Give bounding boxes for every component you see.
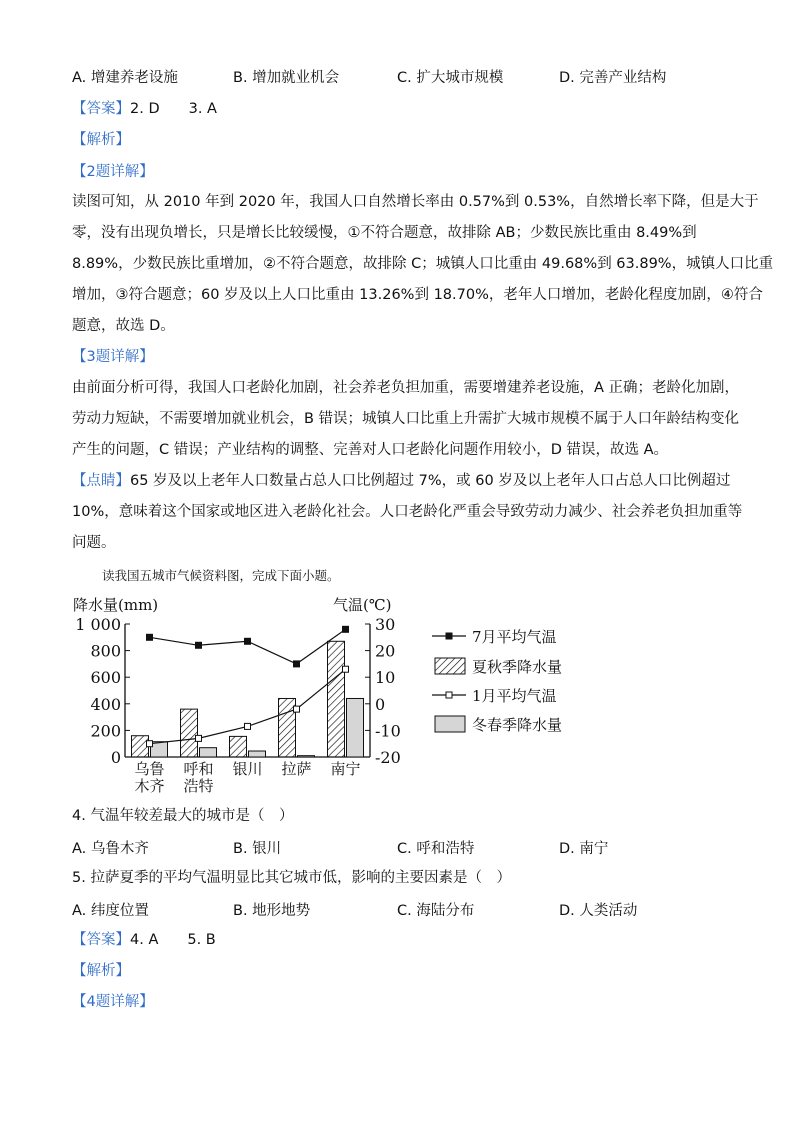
tip-line: 问题。 (72, 535, 116, 551)
answer-line-1 (72, 99, 217, 119)
category-label: 木齐 (134, 777, 165, 795)
q4-options (72, 837, 732, 857)
legend-marker (446, 633, 452, 639)
q2-detail-line: 8.89%，少数民族比重增加，②不符合题意，故排除 C；城镇人口比重由 49.68%到 63.89%，城镇人口比重 (72, 256, 774, 272)
q5-options (72, 899, 732, 919)
q5-option-d: D. 人类活动 (559, 903, 638, 919)
legend-label: 冬春季降水量 (472, 716, 563, 734)
q4-option-a: A. 乌鲁木齐 (72, 841, 149, 857)
answer-line-2 (72, 930, 216, 950)
q4-option-d: D. 南宁 (559, 841, 609, 857)
right-tick-label: 0 (375, 694, 386, 714)
q5-option-b: B. 地形地势 (233, 903, 311, 919)
left-tick-label: 800 (90, 641, 121, 661)
q3-detail-label: 【3题详解】 (72, 349, 154, 365)
marker-january-temp (196, 735, 202, 741)
bar-winter-spring (200, 748, 217, 757)
q1-option-a: A. 增建养老设施 (72, 70, 178, 86)
line-july-temp (150, 629, 346, 664)
q1-options (72, 66, 732, 86)
legend-swatch (435, 658, 465, 674)
q4-detail-label: 【4题详解】 (72, 994, 154, 1010)
legend-label: 1月平均气温 (472, 687, 557, 705)
answer-text: 2. D 3. A (130, 101, 217, 117)
question-4: 4. 气温年较差最大的城市是（ ） (72, 808, 294, 824)
marker-january-temp (294, 706, 300, 712)
left-axis-title: 降水量(mm) (73, 596, 159, 614)
q2-detail-line: 读图可知，从 2010 年到 2020 年，我国人口自然增长率由 0.57%到 0.53%，自然增长率下降，但是大于 (72, 194, 759, 210)
legend-swatch (435, 716, 465, 732)
bar-summer-autumn (132, 736, 149, 757)
answer-tag: 【答案】 (72, 932, 130, 948)
bar-winter-spring (298, 756, 315, 757)
q5-option-c: C. 海陆分布 (397, 903, 475, 919)
legend-marker (446, 692, 452, 698)
category-label: 拉萨 (281, 760, 312, 778)
bar-winter-spring (151, 742, 168, 757)
left-tick-label: 1 000 (75, 615, 121, 634)
right-tick-label: 30 (375, 615, 396, 634)
bar-summer-autumn (328, 641, 345, 757)
right-tick-label: 20 (375, 641, 396, 661)
tip-line: 10%，意味着这个国家或地区进入老龄化社会。人口老龄化严重会导致劳动力减少、社会养老负担加重等 (72, 504, 743, 520)
line-january-temp (150, 669, 346, 743)
marker-july-temp (147, 634, 153, 640)
marker-july-temp (245, 638, 251, 644)
marker-january-temp (147, 741, 153, 747)
left-tick-label: 200 (90, 721, 121, 741)
climate-chart (70, 590, 600, 800)
bar-winter-spring (249, 751, 266, 757)
bar-summer-autumn (279, 698, 296, 757)
tip-label: 【点睛】 (72, 473, 130, 489)
q4-option-c: C. 呼和浩特 (397, 841, 475, 857)
category-label: 南宁 (330, 760, 361, 778)
right-axis-title: 气温(℃) (333, 596, 392, 614)
q5-option-a: A. 纬度位置 (72, 903, 149, 919)
category-label: 呼和 (183, 760, 214, 778)
q2-detail-line: 题意，故选 D。 (72, 318, 175, 334)
legend-label: 7月平均气温 (472, 628, 557, 646)
bar-summer-autumn (181, 709, 198, 757)
analysis-label: 【解析】 (72, 963, 130, 979)
left-tick-label: 0 (110, 748, 121, 767)
legend-label: 夏秋季降水量 (472, 658, 563, 676)
q2-detail-label: 【2题详解】 (72, 164, 154, 180)
q1-option-c: C. 扩大城市规模 (397, 70, 504, 86)
q4-option-b: B. 银川 (233, 841, 282, 857)
category-label: 浩特 (183, 777, 214, 795)
category-label: 乌鲁 (134, 760, 165, 778)
q1-option-d: D. 完善产业结构 (559, 70, 667, 86)
marker-july-temp (294, 661, 300, 667)
q2-detail-line: 增加，③符合题意；60 岁及以上人口比重由 13.26%到 18.70%，老年人口增加，老龄化程度加剧，④符合 (72, 287, 763, 303)
marker-july-temp (196, 642, 202, 648)
left-tick-label: 600 (90, 668, 121, 688)
q2-detail-line: 零，没有出现负增长，只是增长比较缓慢，①不符合题意，故排除 AB；少数民族比重由 8.49%到 (72, 225, 697, 241)
q3-detail-line: 由前面分析可得，我国人口老龄化加剧，社会养老负担加重，需要增建养老设施，A 正确；老龄化加剧， (72, 380, 740, 396)
analysis-label: 【解析】 (72, 132, 130, 148)
bar-summer-autumn (230, 736, 247, 757)
q3-detail-line: 产生的问题，C 错误；产业结构的调整、完善对人口老龄化问题作用较小，D 错误，故选 A。 (72, 442, 669, 458)
q1-option-b: B. 增加就业机会 (233, 70, 340, 86)
answer-tag: 【答案】 (72, 101, 130, 117)
tip-text: 65 岁及以上老年人口数量占总人口比例超过 7%，或 60 岁及以上老年人口占总人口比例超过 (130, 473, 731, 489)
category-label: 银川 (232, 760, 263, 778)
marker-january-temp (343, 666, 349, 672)
chart-caption: 读我国五城市气候资料图，完成下面小题。 (102, 568, 340, 583)
q3-detail-line: 劳动力短缺，不需要增加就业机会，B 错误；城镇人口比重上升需扩大城市规模不属于人口年龄结构变化 (72, 411, 740, 427)
left-tick-label: 400 (90, 694, 121, 714)
right-tick-label: 10 (375, 668, 396, 688)
marker-july-temp (343, 626, 349, 632)
right-tick-label: -10 (375, 721, 401, 741)
bar-winter-spring (347, 698, 364, 757)
tip-line-1 (72, 471, 730, 491)
question-5: 5. 拉萨夏季的平均气温明显比其它城市低，影响的主要因素是（ ） (72, 870, 511, 886)
answer-text: 4. A 5. B (130, 932, 216, 948)
right-tick-label: -20 (375, 748, 401, 767)
marker-january-temp (245, 723, 251, 729)
